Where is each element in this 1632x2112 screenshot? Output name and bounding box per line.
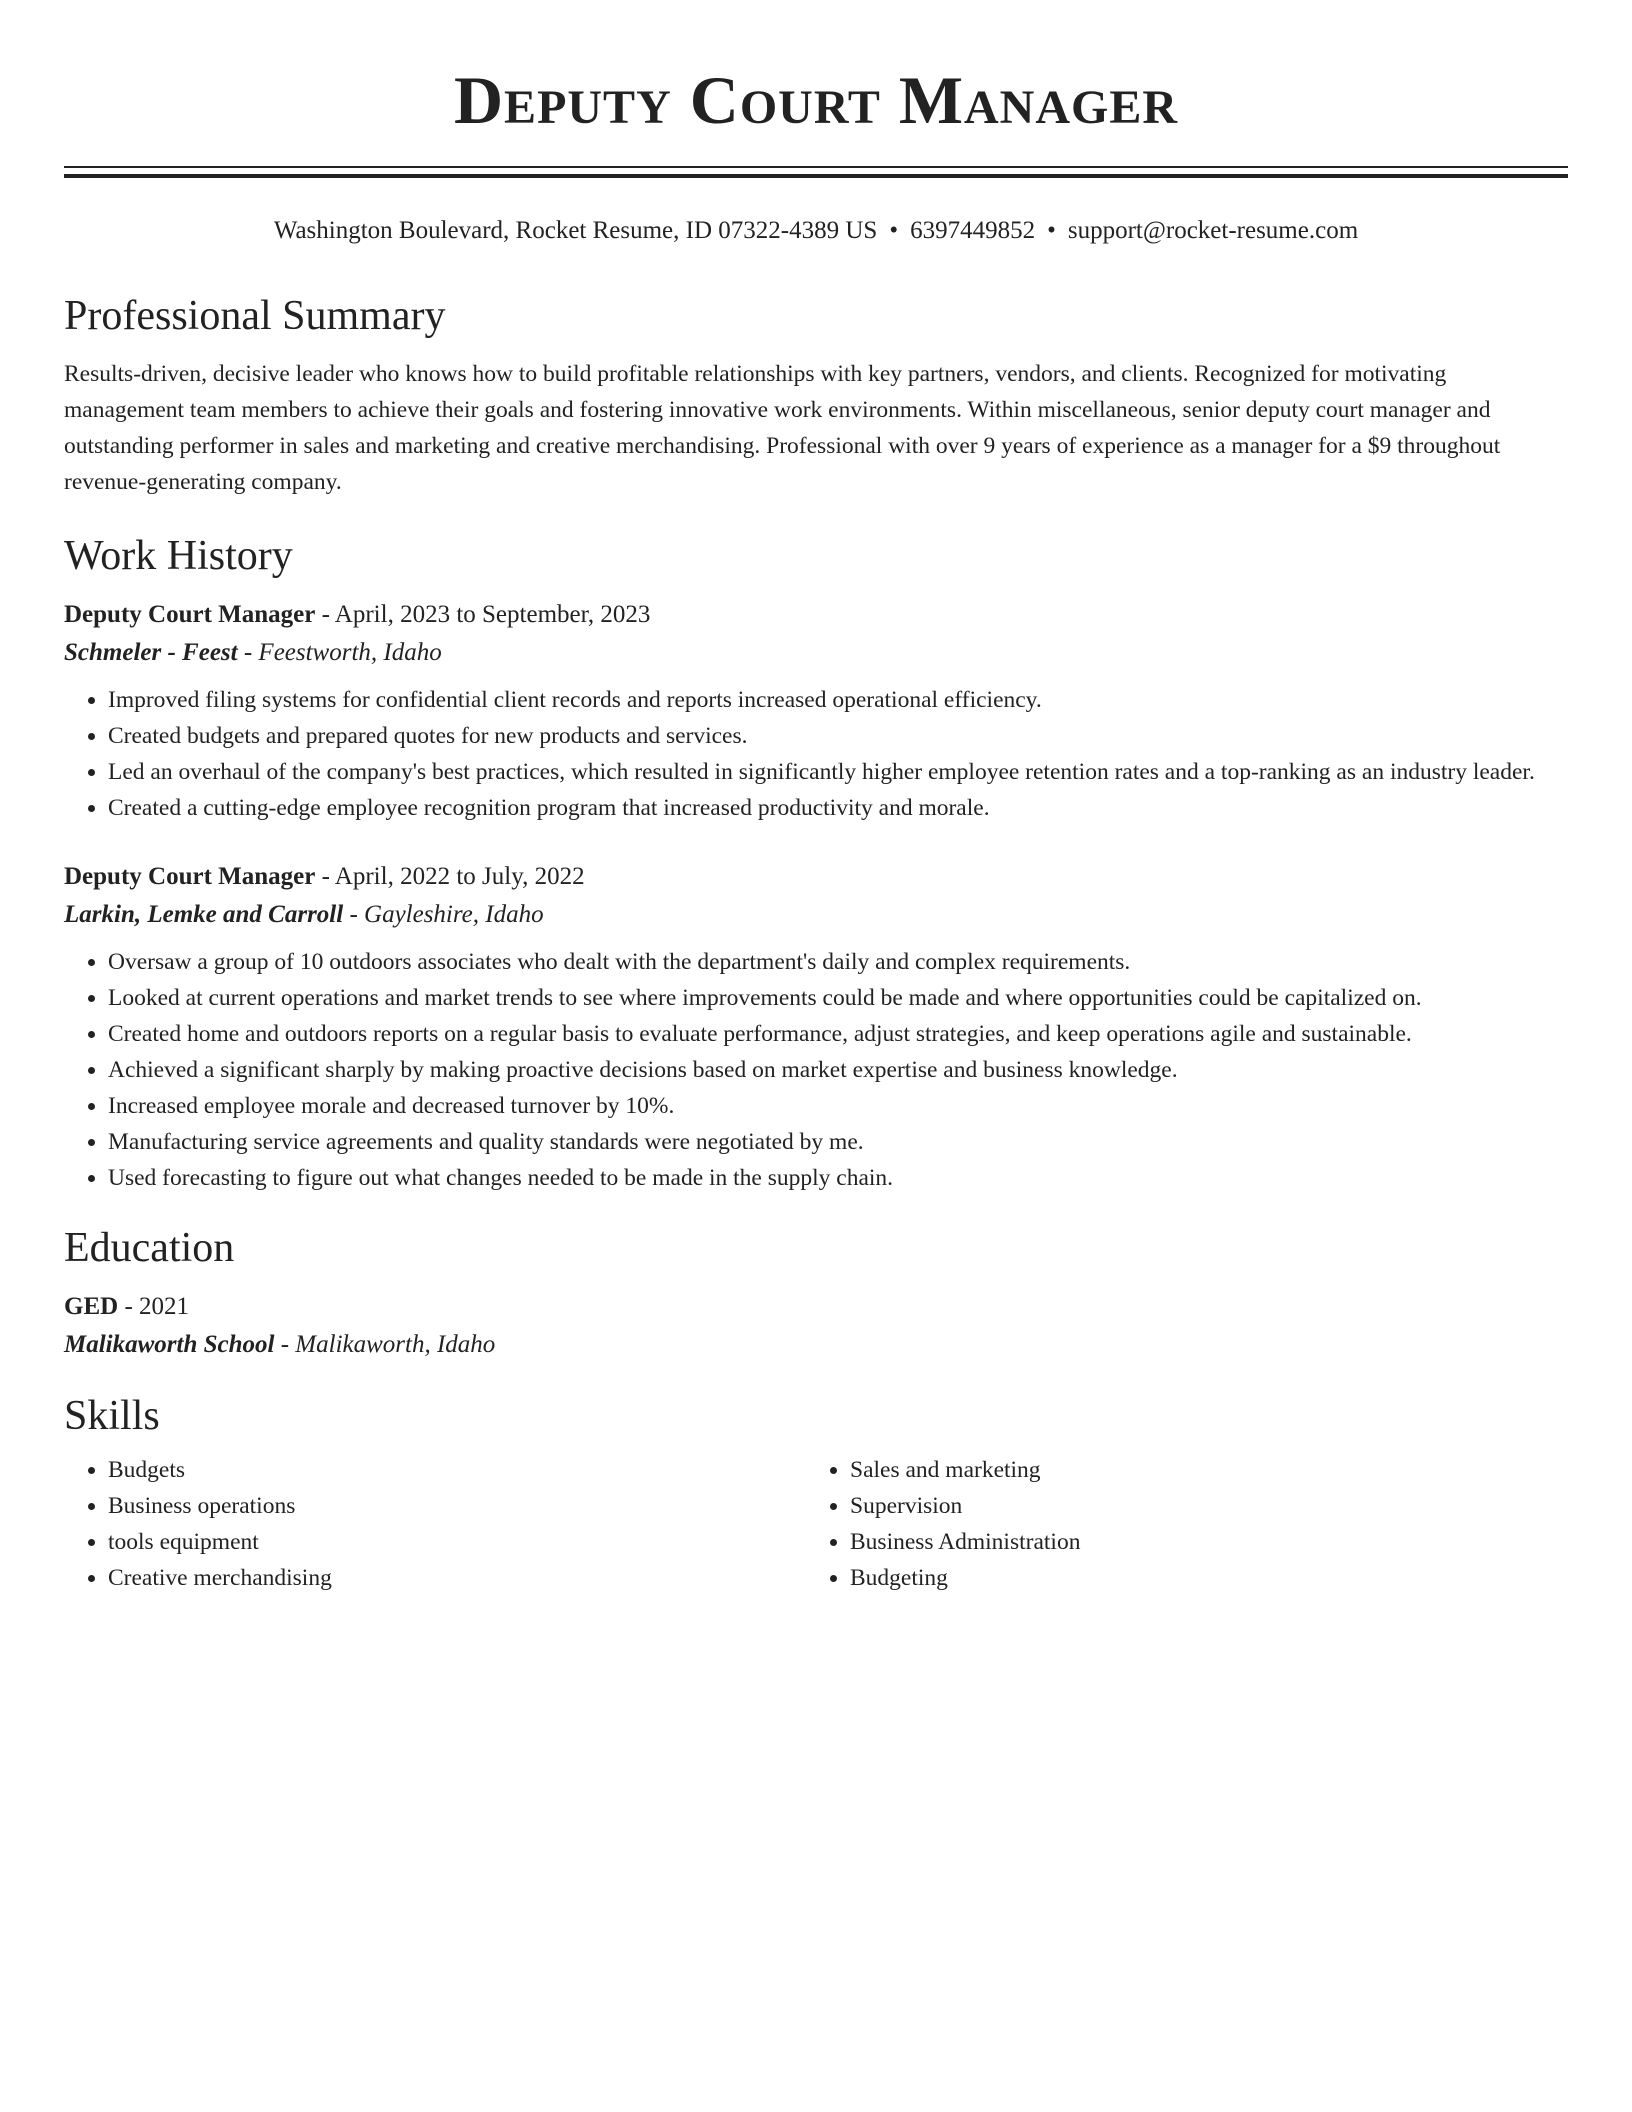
job-company-line	[64, 896, 1568, 934]
education-degree: GED	[64, 1293, 119, 1320]
skills-column-left	[64, 1452, 806, 1596]
contact-address: Washington Boulevard, Rocket Resume, ID 07322-4389 US	[273, 217, 878, 244]
job-bullets	[64, 682, 1568, 826]
section-heading-work-history: Work History	[64, 533, 293, 579]
list-item: • Used forecasting to figure out what changes needed to be made in the supply chain.	[108, 1160, 1568, 1196]
skills-column-right	[806, 1452, 1548, 1596]
list-item: • Increased employee morale and decreased turnover by 10%.	[108, 1088, 1568, 1124]
job-location: - Feestworth, Idaho	[237, 639, 442, 666]
contact-email: support@rocket-resume.com	[1067, 217, 1359, 244]
list-item: • Achieved a significant sharply by making proactive decisions based on market expertise and business knowledge.	[108, 1052, 1568, 1088]
job-title-line	[64, 596, 1568, 634]
job-entry	[64, 858, 1568, 1196]
education-school: Malikaworth School	[64, 1331, 275, 1358]
job-location: - Gayleshire, Idaho	[343, 901, 544, 928]
education-entry	[64, 1288, 1568, 1364]
list-item: • Looked at current operations and market trends to see where improvements could be made and where opportunities could be capitalized on.	[108, 980, 1568, 1016]
section-heading-skills: Skills	[64, 1393, 160, 1439]
contact-separator: •	[889, 217, 899, 244]
skill-item: • Budgets	[108, 1452, 806, 1488]
list-item: • Created budgets and prepared quotes for new products and services.	[108, 718, 1568, 754]
list-item: • Improved filing systems for confidential client records and reports increased operational efficiency.	[108, 682, 1568, 718]
skill-item: • tools equipment	[108, 1524, 806, 1560]
contact-line	[64, 214, 1568, 248]
list-item: • Manufacturing service agreements and quality standards were negotiated by me.	[108, 1124, 1568, 1160]
contact-phone: 6397449852	[910, 217, 1036, 244]
job-company: Larkin, Lemke and Carroll	[64, 901, 344, 928]
job-company: Schmeler - Feest	[64, 639, 238, 666]
skill-item: • Business Administration	[850, 1524, 1548, 1560]
list-item: • Created a cutting-edge employee recognition program that increased productivity and morale.	[108, 790, 1568, 826]
education-school-line	[64, 1326, 1568, 1364]
section-heading-education: Education	[64, 1225, 235, 1271]
summary-text: Results-driven, decisive leader who knows how to build profitable relationships with key partners, vendors, and clients. Recognized for motivating management team members to achieve their goals and fostering innovative work environments. Within miscellaneous, senior deputy court manager and outstanding performer in sales and marketing and creative merchandising. Professional with over 9 years of experience as a manager for a $9 throughout revenue-generating company.	[64, 361, 1501, 495]
education-degree-line	[64, 1288, 1568, 1326]
job-company-line	[64, 634, 1568, 672]
job-dates: - April, 2023 to September, 2023	[315, 601, 651, 628]
list-item: • Led an overhaul of the company's best practices, which resulted in significantly higher employee retention rates and a top-ranking as an industry leader.	[108, 754, 1568, 790]
skill-item: • Creative merchandising	[108, 1560, 806, 1596]
contact-separator: •	[1047, 217, 1056, 244]
education-year: - 2021	[118, 1293, 190, 1320]
skill-item: • Budgeting	[850, 1560, 1548, 1596]
skill-item: • Supervision	[850, 1488, 1548, 1524]
job-title-line	[64, 858, 1568, 896]
resume-name: Deputy Court Manager	[453, 62, 1179, 138]
section-heading-summary: Professional Summary	[64, 293, 446, 339]
skill-item: • Sales and marketing	[850, 1452, 1548, 1488]
list-item: • Oversaw a group of 10 outdoors associates who dealt with the department's daily and complex requirements.	[108, 944, 1568, 980]
job-title: Deputy Court Manager	[64, 601, 316, 628]
header-divider	[64, 166, 1568, 178]
education-location: - Malikaworth, Idaho	[274, 1331, 496, 1358]
skill-item: • Business operations	[108, 1488, 806, 1524]
skills-list	[64, 1452, 1568, 1596]
job-entry	[64, 596, 1568, 826]
job-bullets	[64, 944, 1568, 1196]
job-dates: - April, 2022 to July, 2022	[315, 863, 585, 890]
list-item: • Created home and outdoors reports on a regular basis to evaluate performance, adjust strategies, and keep operations agile and sustainable.	[108, 1016, 1568, 1052]
job-title: Deputy Court Manager	[64, 863, 316, 890]
